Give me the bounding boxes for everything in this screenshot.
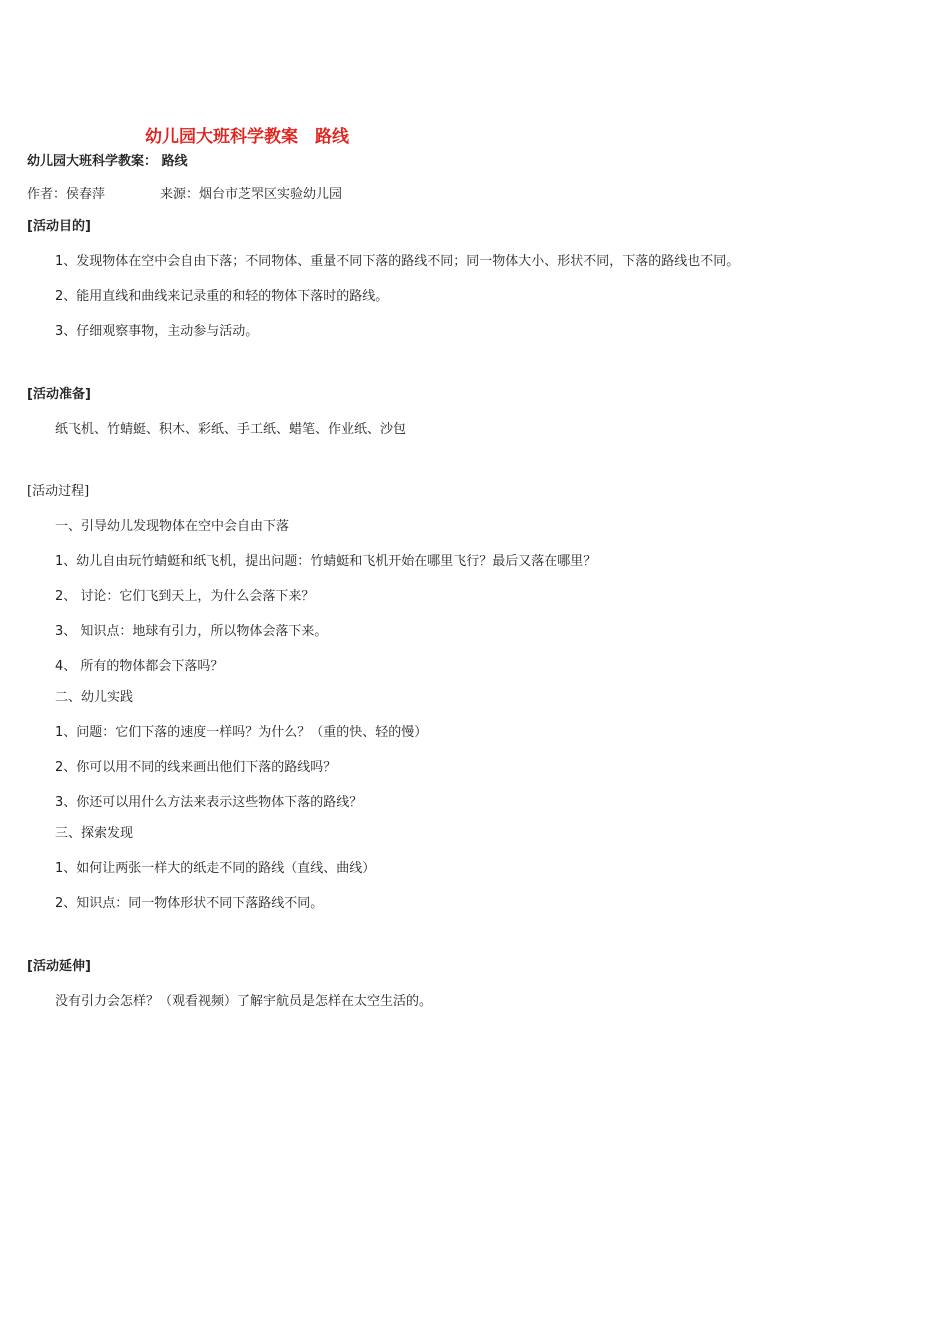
- process-heading: [活动过程]: [27, 484, 90, 499]
- goal-item: [55, 288, 388, 306]
- process-item: [55, 759, 336, 777]
- goal-number: 2: [55, 289, 64, 304]
- process-text: 、你还可以用什么方法来表示这些物体下落的路线？: [63, 795, 363, 810]
- process-text: 、如何让两张一样大的纸走不同的路线（直线、曲线）: [63, 861, 376, 876]
- process-item: [55, 895, 323, 913]
- process-item: [55, 658, 223, 676]
- document-subtitle: 幼儿园大班科学教案： 路线: [27, 154, 188, 169]
- extension-heading: [活动延伸]: [27, 959, 91, 974]
- process-number: 3: [55, 624, 64, 639]
- process-text: 、你可以用不同的线来画出他们下落的路线吗？: [63, 760, 337, 775]
- process-text: 、幼儿自由玩竹蜻蜓和纸飞机，提出问题：竹蜻蜓和飞机开始在哪里飞行？最后又落在哪里？: [63, 554, 597, 569]
- goal-text: 、发现物体在空中会自由下落；不同物体、重量不同下落的路线不同；同一物体大小、形状不同，下落的路线也不同。: [63, 254, 740, 269]
- goal-text: 、仔细观察事物，主动参与活动。: [63, 324, 259, 339]
- process-part1-title: 一、引导幼儿发现物体在空中会自由下落: [55, 519, 290, 534]
- process-number: 2: [55, 760, 64, 775]
- process-item: [55, 724, 427, 742]
- process-item: [55, 623, 327, 641]
- process-number: 1: [55, 861, 64, 876]
- goal-item: [55, 323, 258, 341]
- process-item: [55, 794, 362, 812]
- process-number: 1: [55, 554, 64, 569]
- process-text: 、问题：它们下落的速度一样吗？为什么？（重的快、轻的慢）: [63, 725, 428, 740]
- goal-item: [55, 253, 739, 271]
- process-number: 3: [55, 795, 64, 810]
- process-part3-title: 三、探索发现: [55, 826, 134, 841]
- process-number: 4: [55, 659, 64, 674]
- goals-heading: [活动目的]: [27, 219, 91, 234]
- goal-number: 1: [55, 254, 64, 269]
- process-text: 、知识点：同一物体形状不同下落路线不同。: [63, 896, 324, 911]
- process-item: [55, 553, 596, 571]
- goal-number: 3: [55, 324, 64, 339]
- process-number: 2: [55, 896, 64, 911]
- process-text: 、 知识点：地球有引力，所以物体会落下来。: [63, 624, 328, 639]
- process-number: 2: [55, 589, 64, 604]
- source-line: 来源：烟台市芝罘区实验幼儿园: [160, 187, 343, 202]
- process-text: 、 所有的物体都会下落吗？: [63, 659, 224, 674]
- goal-text: 、能用直线和曲线来记录重的和轻的物体下落时的路线。: [63, 289, 389, 304]
- process-part2-title: 二、幼儿实践: [55, 690, 134, 705]
- process-number: 1: [55, 725, 64, 740]
- process-item: [55, 588, 314, 606]
- prep-materials: 纸飞机、竹蜻蜓、积木、彩纸、手工纸、蜡笔、作业纸、沙包: [55, 422, 407, 437]
- process-text: 、 讨论：它们飞到天上，为什么会落下来？: [63, 589, 315, 604]
- document-title: 幼儿园大班科学教案 路线: [145, 127, 349, 147]
- prep-heading: [活动准备]: [27, 387, 91, 402]
- extension-text: 没有引力会怎样？（观看视频）了解宇航员是怎样在太空生活的。: [55, 994, 433, 1009]
- process-item: [55, 860, 375, 878]
- author-line: 作者：侯春萍: [27, 187, 106, 202]
